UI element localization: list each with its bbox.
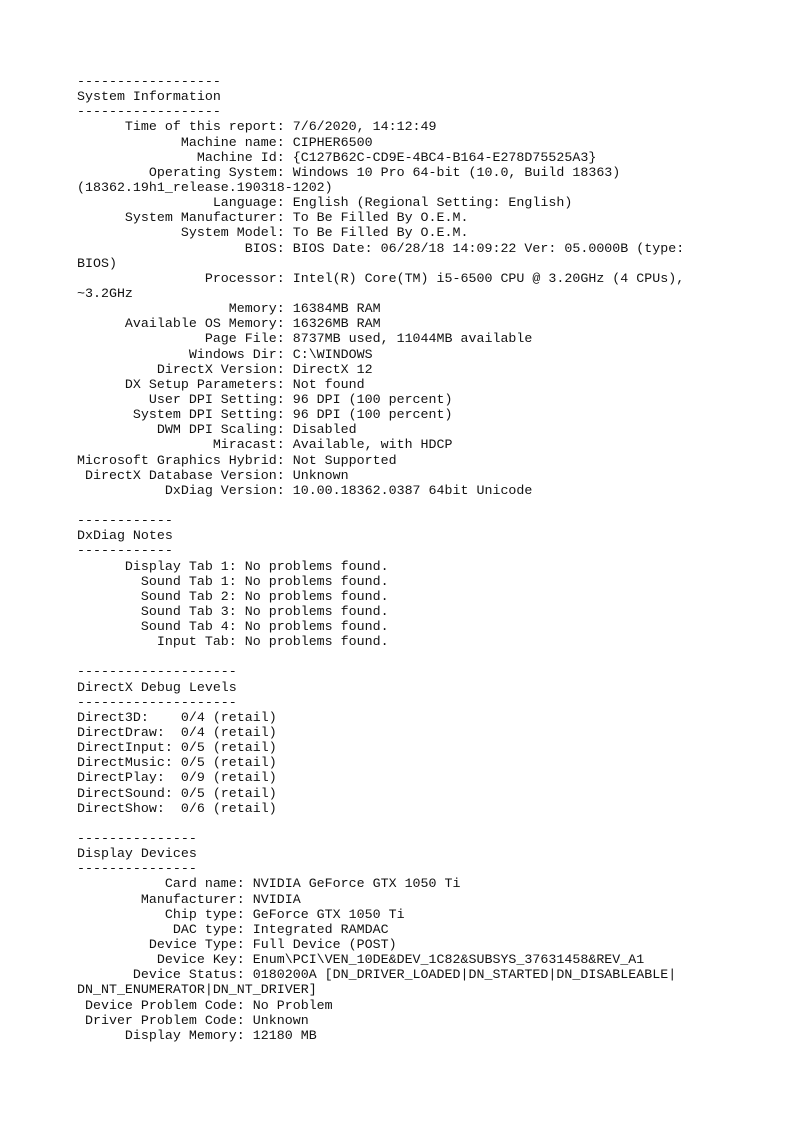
report-line: Page File: 8737MB used, 11044MB available xyxy=(77,331,533,347)
section-heading: DirectX Debug Levels xyxy=(77,679,237,695)
report-line: Available OS Memory: 16326MB RAM xyxy=(77,316,381,332)
blank-line xyxy=(77,649,777,664)
section-rule: ------------ xyxy=(77,513,173,529)
section-dxdiag-notes xyxy=(77,513,777,664)
report-line: Microsoft Graphics Hybrid: Not Supported xyxy=(77,452,397,468)
report-line: Display Tab 1: No problems found. xyxy=(77,558,389,574)
report-line: Driver Problem Code: Unknown xyxy=(77,1012,309,1028)
section-rule: --------------- xyxy=(77,861,197,877)
report-line: Operating System: Windows 10 Pro 64-bit (10.0, Build 18363) xyxy=(77,164,621,180)
section-rule: ------------------ xyxy=(77,74,221,89)
report-line: Processor: Intel(R) Core(TM) i5-6500 CPU @ 3.20GHz (4 CPUs), xyxy=(77,270,685,286)
blank-line xyxy=(77,498,777,513)
report-line: Device Key: Enum\PCI\VEN_10DE&DEV_1C82&SUBSYS_37631458&REV_A1 xyxy=(77,952,645,968)
section-rule: -------------------- xyxy=(77,694,237,710)
report-line: DX Setup Parameters: Not found xyxy=(77,376,365,392)
report-line: Sound Tab 2: No problems found. xyxy=(77,588,389,604)
report-line: Display Memory: 12180 MB xyxy=(77,1027,317,1043)
report-line: DAC type: Integrated RAMDAC xyxy=(77,921,389,937)
report-line: DirectSound: 0/5 (retail) xyxy=(77,785,277,801)
report-line: Time of this report: 7/6/2020, 14:12:49 xyxy=(77,119,437,135)
report-line: Sound Tab 1: No problems found. xyxy=(77,573,389,589)
report-line: DirectX Database Version: Unknown xyxy=(77,467,349,483)
report-line: Language: English (Regional Setting: English) xyxy=(77,195,573,211)
report-line: DirectInput: 0/5 (retail) xyxy=(77,740,277,756)
blank-line xyxy=(77,816,777,831)
section-display-devices xyxy=(77,831,777,1043)
section-heading: Display Devices xyxy=(77,846,197,862)
report-line: DirectMusic: 0/5 (retail) xyxy=(77,755,277,771)
report-line: Device Type: Full Device (POST) xyxy=(77,937,397,953)
report-line: Machine name: CIPHER6500 xyxy=(77,134,373,150)
section-rule: ------------------ xyxy=(77,104,221,120)
report-line: Card name: NVIDIA GeForce GTX 1050 Ti xyxy=(77,876,461,892)
report-line: DN_NT_ENUMERATOR|DN_NT_DRIVER] xyxy=(77,982,317,998)
report-line: DxDiag Version: 10.00.18362.0387 64bit Unicode xyxy=(77,482,533,498)
report-line: BIOS: BIOS Date: 06/28/18 14:09:22 Ver: 05.0000B (type: xyxy=(77,240,685,256)
report-line: Sound Tab 3: No problems found. xyxy=(77,603,389,619)
report-line: Sound Tab 4: No problems found. xyxy=(77,619,389,635)
report-line: Manufacturer: NVIDIA xyxy=(77,891,301,907)
report-line: Device Problem Code: No Problem xyxy=(77,997,333,1013)
report-line: Device Status: 0180200A [DN_DRIVER_LOADED|DN_STARTED|DN_DISABLEABLE| xyxy=(77,967,677,983)
section-rule: -------------------- xyxy=(77,664,237,680)
report-line: ~3.2GHz xyxy=(77,285,133,301)
report-line: Input Tab: No problems found. xyxy=(77,634,389,650)
report-line: DirectDraw: 0/4 (retail) xyxy=(77,725,277,741)
report-line: System Manufacturer: To Be Filled By O.E.M. xyxy=(77,210,469,226)
report-line: Machine Id: {C127B62C-CD9E-4BC4-B164-E278D75525A3} xyxy=(77,149,597,165)
report-line: BIOS) xyxy=(77,255,117,271)
report-line: (18362.19h1_release.190318-1202) xyxy=(77,179,333,195)
report-line: User DPI Setting: 96 DPI (100 percent) xyxy=(77,391,453,407)
report-line: Windows Dir: C:\WINDOWS xyxy=(77,346,373,362)
report-line: DirectShow: 0/6 (retail) xyxy=(77,800,277,816)
dxdiag-report-document xyxy=(77,74,777,1043)
section-system-information xyxy=(77,74,777,513)
report-line: System DPI Setting: 96 DPI (100 percent) xyxy=(77,407,453,423)
section-rule: ------------ xyxy=(77,543,173,559)
report-line: System Model: To Be Filled By O.E.M. xyxy=(77,225,469,241)
report-line: DirectPlay: 0/9 (retail) xyxy=(77,770,277,786)
section-directx-debug-levels xyxy=(77,664,777,831)
section-heading: System Information xyxy=(77,89,221,105)
section-rule: --------------- xyxy=(77,831,197,847)
report-line: DirectX Version: DirectX 12 xyxy=(77,361,373,377)
report-line: DWM DPI Scaling: Disabled xyxy=(77,422,357,438)
report-line: Chip type: GeForce GTX 1050 Ti xyxy=(77,906,405,922)
report-line: Direct3D: 0/4 (retail) xyxy=(77,709,277,725)
report-line: Memory: 16384MB RAM xyxy=(77,301,381,317)
section-heading: DxDiag Notes xyxy=(77,528,173,544)
report-line: Miracast: Available, with HDCP xyxy=(77,437,453,453)
